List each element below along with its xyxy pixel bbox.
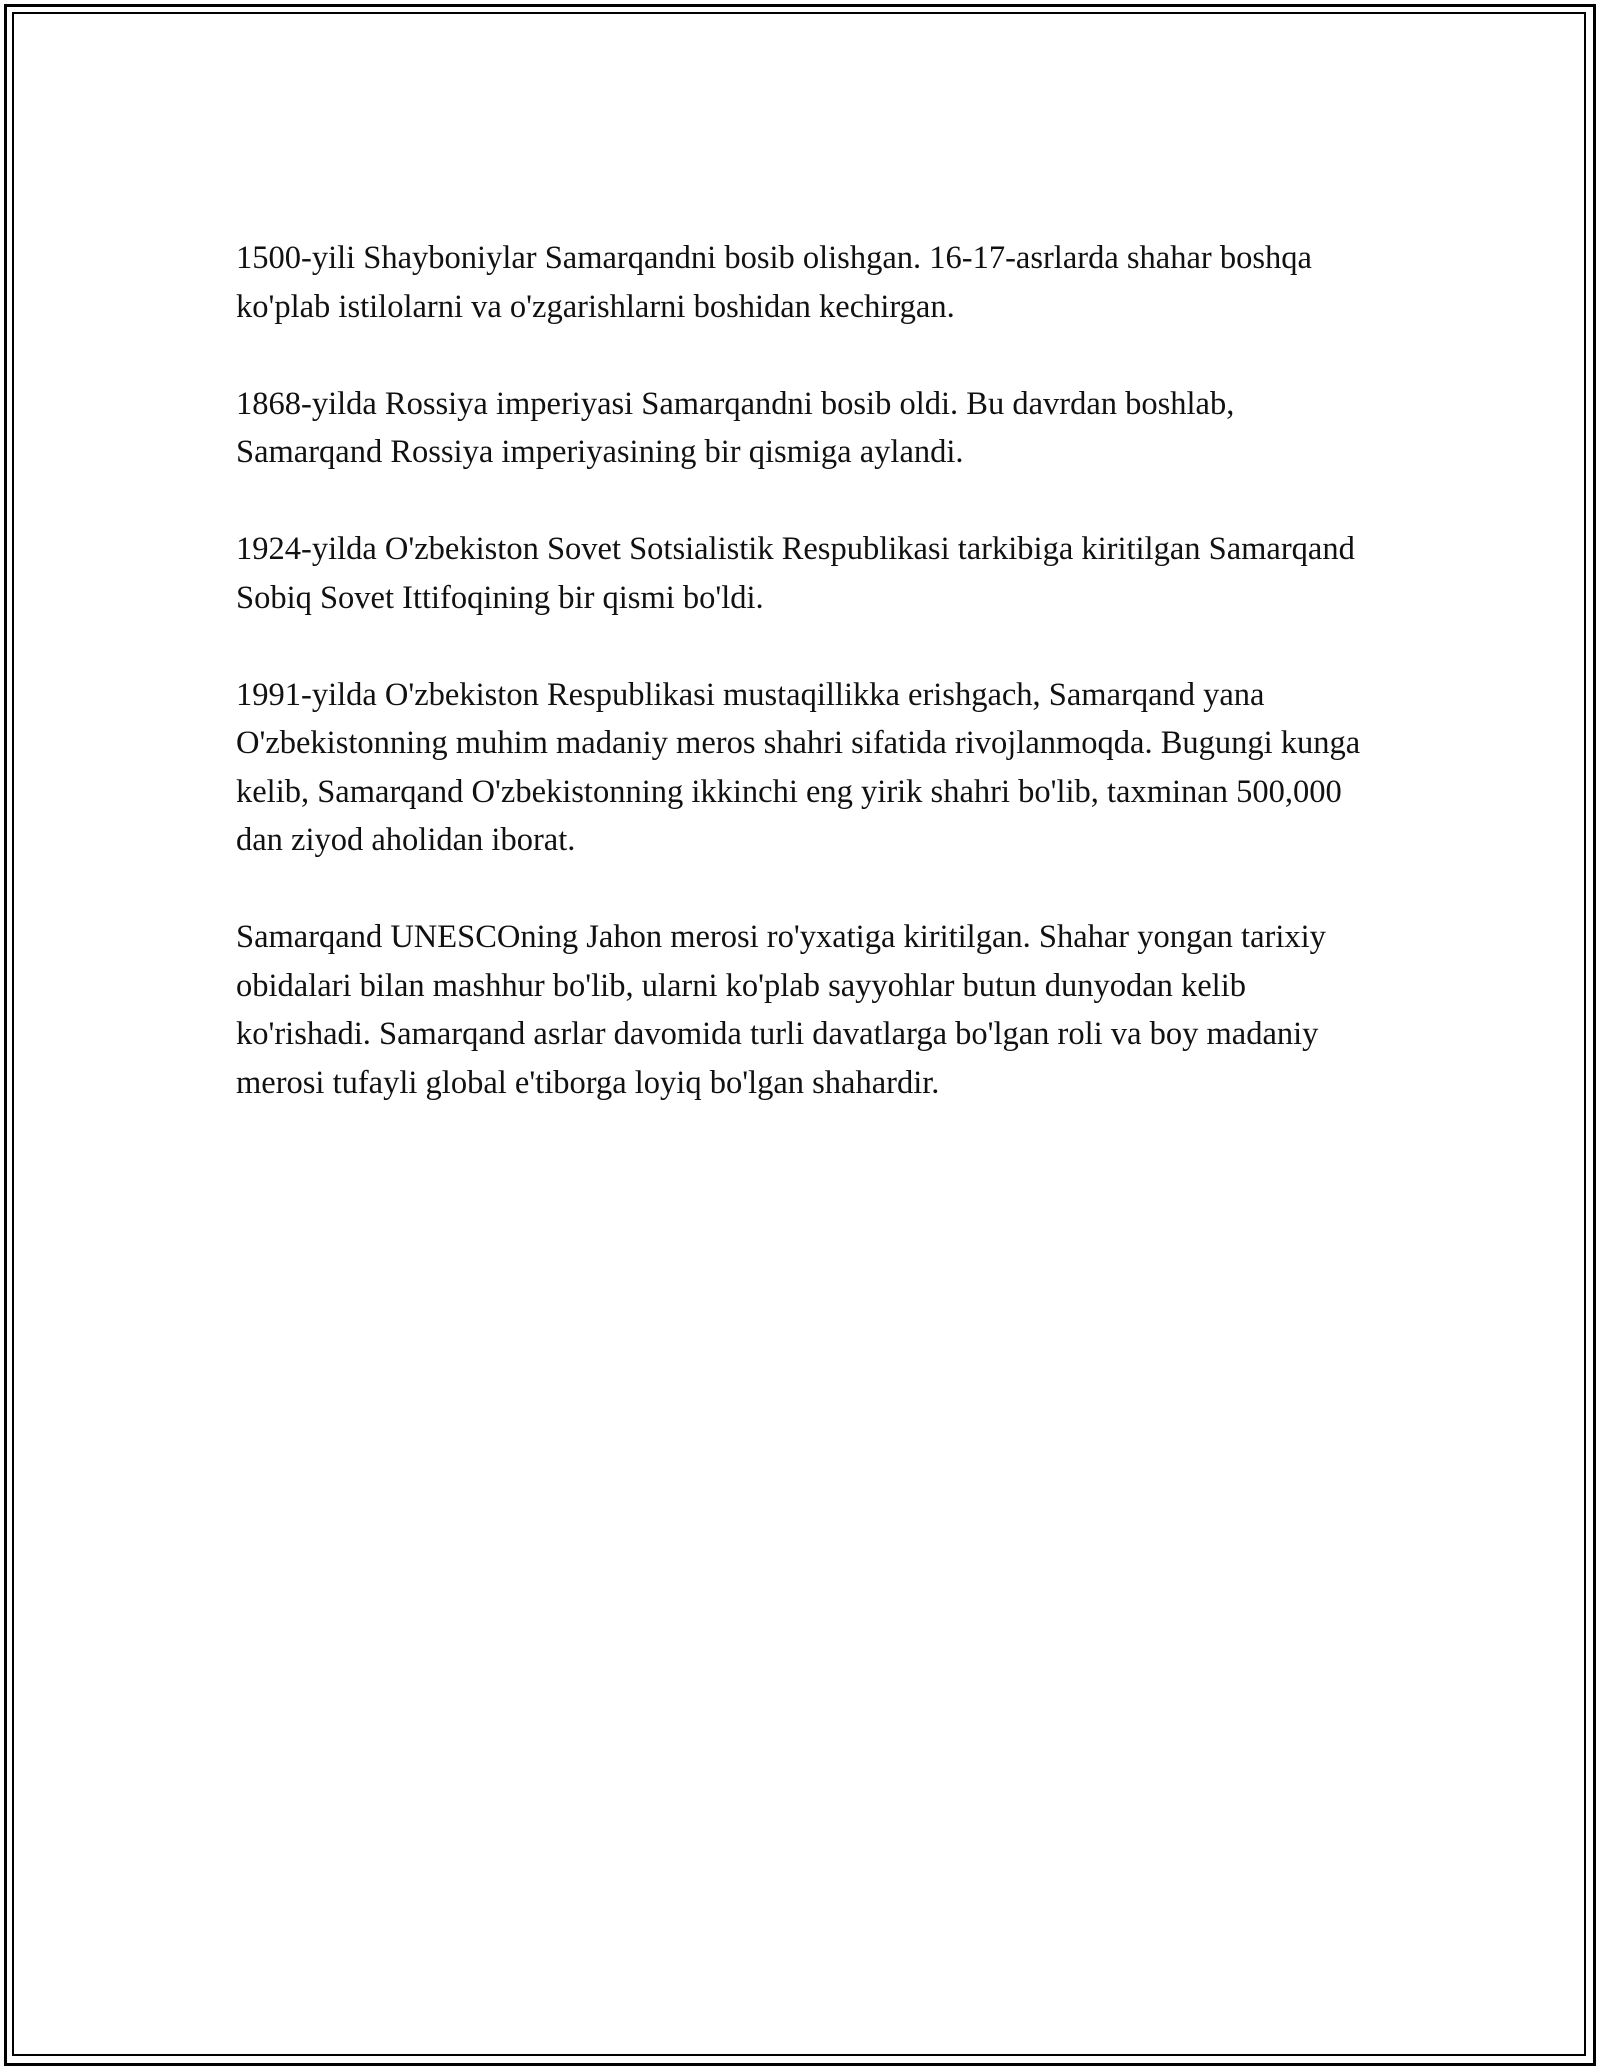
paragraph-soviet-union: 1924-yilda O'zbekiston Sovet Sotsialistik Respublikasi tarkibiga kiritilgan Samarqand Sobiq Sovet Ittifoqining bir qismi bo'ldi. <box>236 531 1355 616</box>
document-body <box>236 234 1376 1156</box>
paragraph-russian-empire: 1868-yilda Rossiya imperiyasi Samarqandni bosib oldi. Bu davrdan boshlab, Samarqand Rossiya imperiyasining bir qismiga aylandi. <box>236 385 1235 470</box>
paragraph-unesco: Samarqand UNESCOning Jahon merosi ro'yxatiga kiritilgan. Shahar yongan tarixiy obidalari bilan mashhur bo'lib, ularni ko'plab sayyohlar butun dunyodan kelib ko'rishadi. Samarqand asrlar davomida turli davatlarga bo'lgan roli va boy madaniy merosi tufayli global e'tiborga loyiq bo'lgan shahardir. <box>236 919 1326 1101</box>
paragraph-independence: 1991-yilda O'zbekiston Respublikasi mustaqillikka erishgach, Samarqand yana O'zbekistonning muhim madaniy meros shahri sifatida rivojlanmoqda. Bugungi kunga kelib, Samarqand O'zbekistonning ikkinchi eng yirik shahri bo'lib, taxminan 500,000 dan ziyod aholidan iborat. <box>236 676 1361 858</box>
paragraph-shayboniylar: 1500-yili Shayboniylar Samarqandni bosib olishgan. 16-17-asrlarda shahar boshqa ko'plab istilolarni va o'zgarishlarni boshidan kechirgan. <box>236 240 1312 325</box>
